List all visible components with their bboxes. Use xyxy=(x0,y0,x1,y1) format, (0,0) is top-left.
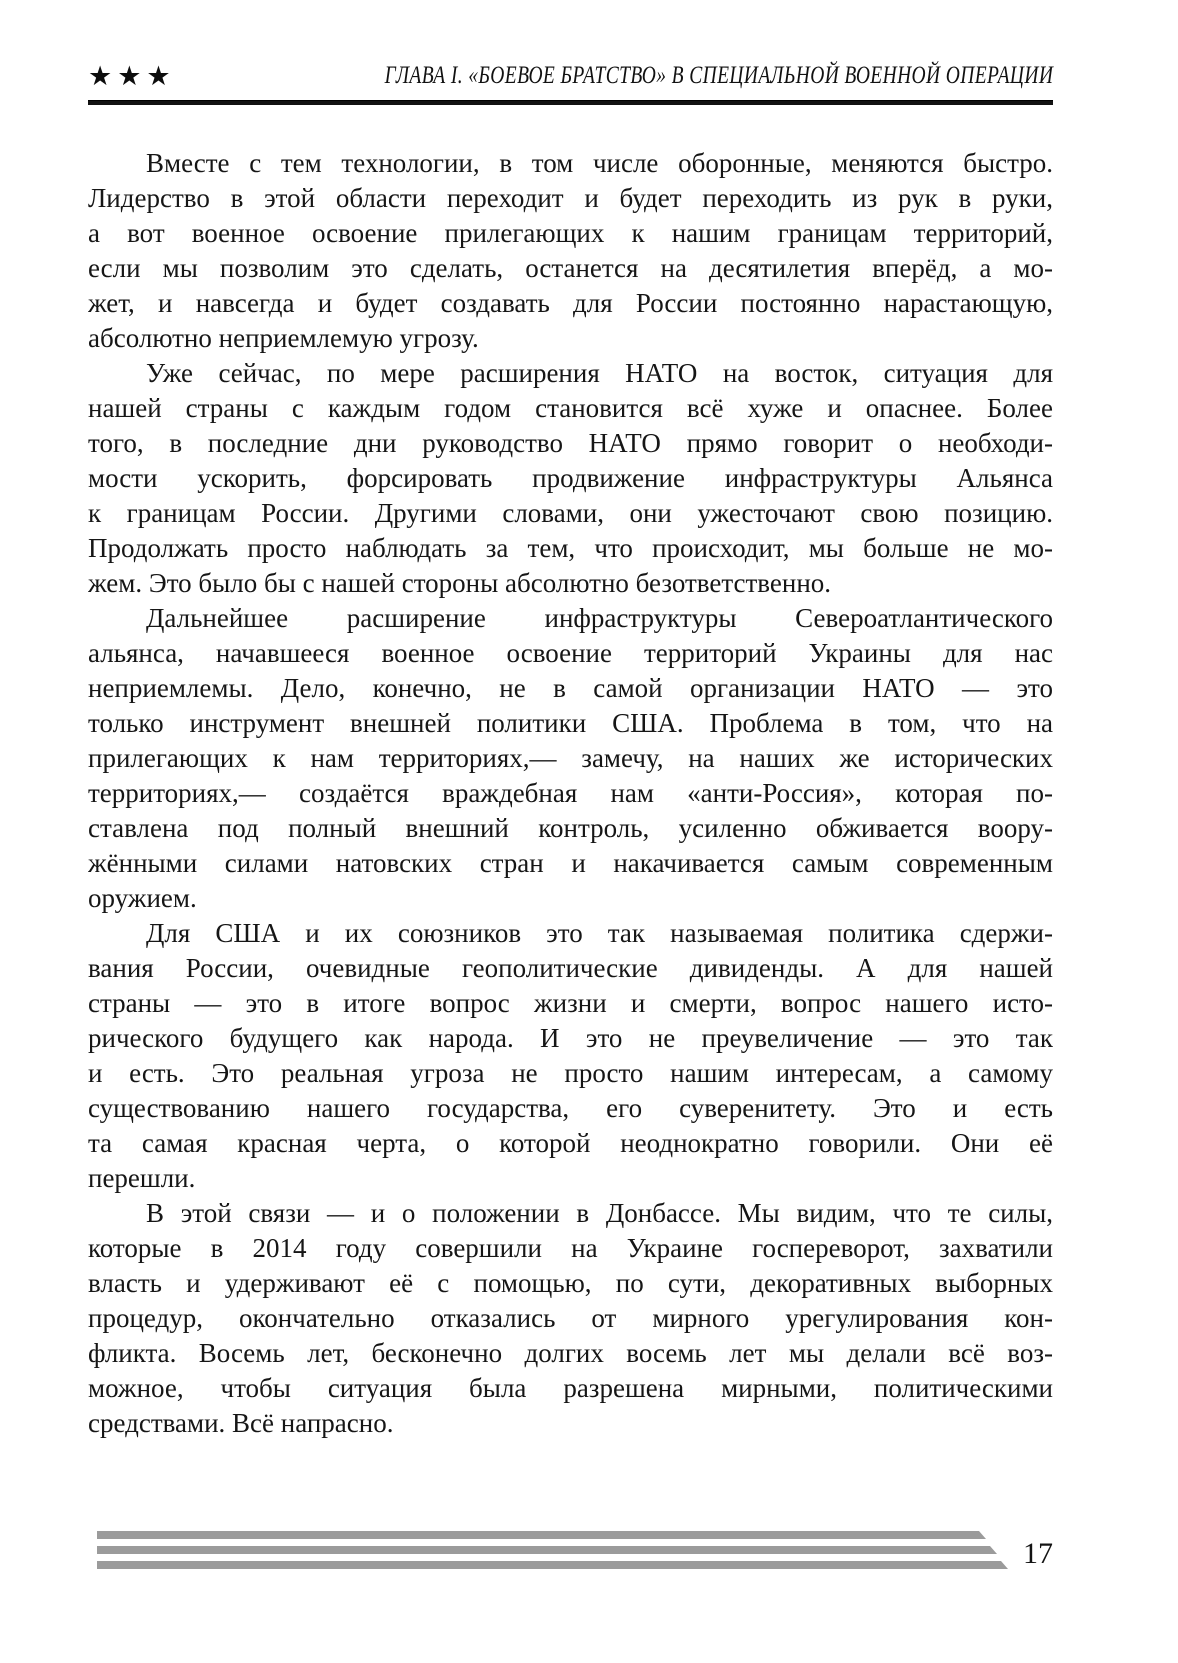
text-line: Дальнейшее расширение инфраструктуры Североатлантического xyxy=(146,603,1053,633)
text-line: жёнными силами натовских стран и накачивается самым современным xyxy=(88,848,1053,878)
page-number: 17 xyxy=(1023,1537,1053,1570)
text-line: неприемлемы. Дело, конечно, не в самой организации НАТО — это xyxy=(88,673,1053,703)
text-line: оружием. xyxy=(88,883,197,913)
text-line: процедур, окончательно отказались от мирного урегулирования кон- xyxy=(88,1303,1053,1333)
text-line: та самая красная черта, о которой неоднократно говорили. Они её xyxy=(88,1128,1053,1158)
text-line: Вместе с тем технологии, в том числе оборонные, меняются быстро. xyxy=(146,148,1053,178)
text-line: прилегающих к нам территориях,— замечу, на наших же исторических xyxy=(88,743,1053,773)
text-line: и есть. Это реальная угроза не просто нашим интересам, а самому xyxy=(88,1058,1053,1088)
text-line: которые в 2014 году совершили на Украине госпереворот, захватили xyxy=(88,1233,1053,1263)
paragraph xyxy=(88,916,1053,1196)
paragraph xyxy=(88,601,1053,916)
text-line: рического будущего как народа. И это не преувеличение — это так xyxy=(88,1023,1053,1053)
footer-stripe xyxy=(97,1561,1008,1569)
footer-stripe xyxy=(97,1531,986,1539)
text-line: ставлена под полный внешний контроль, усиленно обживается воору- xyxy=(88,813,1053,843)
text-line: вания России, очевидные геополитические дивиденды. А для нашей xyxy=(88,953,1053,983)
text-line: средствами. Всё напрасно. xyxy=(88,1408,394,1438)
text-line: а вот военное освоение прилегающих к нашим границам территорий, xyxy=(88,218,1053,248)
text-line: мости ускорить, форсировать продвижение инфраструктуры Альянса xyxy=(88,463,1053,493)
text-line: Уже сейчас, по мере расширения НАТО на восток, ситуация для xyxy=(146,358,1053,388)
text-line: жем. Это было бы с нашей стороны абсолютно безответственно. xyxy=(88,568,832,598)
header-rule xyxy=(88,100,1053,105)
text-line: альянса, начавшееся военное освоение территорий Украины для нас xyxy=(88,638,1053,668)
text-line: перешли. xyxy=(88,1163,196,1193)
paragraph xyxy=(88,146,1053,356)
text-line: того, в последние дни руководство НАТО прямо говорит о необходи- xyxy=(88,428,1053,458)
paragraph xyxy=(88,356,1053,601)
text-line: Продолжать просто наблюдать за тем, что происходит, мы больше не мо- xyxy=(88,533,1053,563)
text-line: территориях,— создаётся враждебная нам «анти-Россия», которая по- xyxy=(88,778,1053,808)
paragraph xyxy=(88,1196,1053,1441)
text-line: к границам России. Другими словами, они ужесточают свою позицию. xyxy=(88,498,1053,528)
text-line: В этой связи — и о положении в Донбассе. Мы видим, что те силы, xyxy=(146,1198,1053,1228)
text-line: абсолютно неприемлемую угрозу. xyxy=(88,323,479,353)
footer-stripes xyxy=(97,1531,1012,1571)
text-line: существованию нашего государства, его суверенитету. Это и есть xyxy=(88,1093,1053,1123)
text-line: власть и удерживают её с помощью, по сути, декоративных выборных xyxy=(88,1268,1053,1298)
text-line: только инструмент внешней политики США. Проблема в том, что на xyxy=(88,708,1053,738)
running-head xyxy=(88,50,1053,92)
text-line: можное, чтобы ситуация была разрешена мирными, политическими xyxy=(88,1373,1053,1403)
text-line: если мы позволим это сделать, останется на десятилетия вперёд, а мо- xyxy=(88,253,1053,283)
text-line: фликта. Восемь лет, бесконечно долгих восемь лет мы делали всё воз- xyxy=(88,1338,1053,1368)
text-line: Для США и их союзников это так называемая политика сдержи- xyxy=(146,918,1053,948)
text-line: Лидерство в этой области переходит и будет переходить из рук в руки, xyxy=(88,183,1053,213)
text-line: страны — это в итоге вопрос жизни и смерти, вопрос нашего исто- xyxy=(88,988,1053,1018)
text-line: жет, и навсегда и будет создавать для России постоянно нарастающую, xyxy=(88,288,1053,318)
footer-stripe xyxy=(97,1546,997,1554)
three-stars-icon: ★★★ xyxy=(88,61,176,92)
chapter-title: ГЛАВА I. «БОЕВОЕ БРАТСТВО» В СПЕЦИАЛЬНОЙ ВОЕННОЙ ОПЕРАЦИИ xyxy=(384,62,1053,89)
text-line: нашей страны с каждым годом становится всё хуже и опаснее. Более xyxy=(88,393,1053,423)
body-text xyxy=(88,146,1053,1441)
